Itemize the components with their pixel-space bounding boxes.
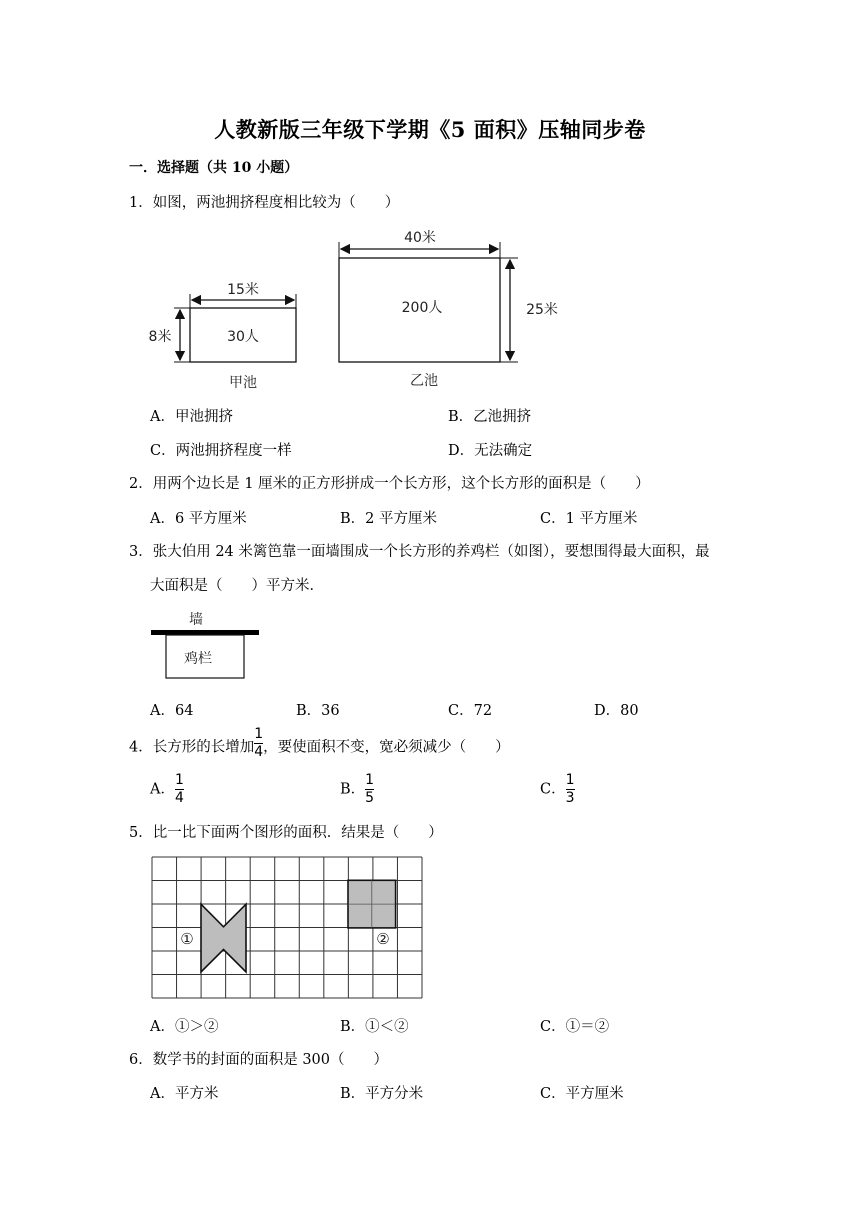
- pool-a-height-label: 8米: [148, 329, 172, 345]
- shape-1-bowtie: [201, 904, 246, 972]
- question-6-option-b[interactable]: B．平方分米: [340, 1086, 424, 1102]
- area-grid-figure: [150, 856, 424, 1000]
- question-4-stem-after: ，要使面积不变，宽必须减少（ ）: [263, 739, 510, 756]
- question-5-option-a[interactable]: A．①＞②: [150, 1019, 219, 1035]
- pool-a-width-label: 15米: [227, 282, 259, 298]
- question-2-option-a[interactable]: A．6 平方厘米: [150, 511, 247, 527]
- question-4-option-a[interactable]: A． $\frac{1}{4}$: [150, 772, 184, 806]
- question-6-option-a[interactable]: A．平方米: [150, 1086, 219, 1102]
- wall-bar: [151, 630, 259, 635]
- question-4-option-b[interactable]: B． $\frac{1}{5}$: [340, 772, 375, 806]
- question-5-stem: 5．比一比下面两个图形的面积．结果是（ ）: [129, 825, 443, 841]
- page-title: 人教新版三年级下学期《5 面积》压轴同步卷: [214, 117, 646, 142]
- question-3-stem-line-1: 3．张大伯用 24 米篱笆靠一面墙围成一个长方形的养鸡栏（如图），要想围得最大面积，最: [129, 544, 710, 560]
- question-2-stem: 2．用两个边长是 1 厘米的正方形拼成一个长方形，这个长方形的面积是（ ）: [129, 476, 650, 492]
- question-5-option-b[interactable]: B．①＜②: [340, 1019, 409, 1035]
- chicken-pen-figure: [150, 608, 265, 682]
- pool-b-name: 乙池: [410, 373, 438, 389]
- question-4-stem-before: 4．长方形的长增加: [129, 739, 255, 756]
- shape-1-label: ①: [180, 930, 194, 948]
- question-6-option-c[interactable]: C．平方厘米: [540, 1086, 624, 1102]
- question-1-option-c[interactable]: C．两池拥挤程度一样: [150, 443, 292, 459]
- pool-a-name: 甲池: [229, 375, 257, 391]
- pen-label: 鸡栏: [184, 651, 212, 667]
- wall-label: 墙: [189, 612, 203, 628]
- question-1-option-a[interactable]: A．甲池拥挤: [150, 409, 233, 425]
- pool-b-height-label: 25米: [526, 302, 558, 318]
- question-5-option-c[interactable]: C．①＝②: [540, 1019, 610, 1035]
- question-6-stem: 6．数学书的封面的面积是 300（ ）: [129, 1052, 389, 1068]
- question-1-stem: 1．如图，两池拥挤程度相比较为（ ）: [129, 195, 400, 211]
- question-4-stem: [129, 726, 510, 760]
- question-3-stem-line-2: 大面积是（ ）平方米．: [150, 578, 324, 594]
- question-1-option-d[interactable]: D．无法确定: [448, 443, 533, 459]
- shape-2-label: ②: [376, 930, 390, 948]
- pool-b-width-label: 40米: [404, 230, 436, 246]
- question-4-option-c[interactable]: C． $\frac{1}{3}$: [540, 772, 575, 806]
- option-b-fraction: $\frac{1}{5}$: [365, 772, 375, 806]
- section-heading: 一．选择题（共 10 小题）: [129, 160, 299, 176]
- option-a-fraction: $\frac{1}{4}$: [174, 772, 184, 806]
- pools-figure: [140, 222, 570, 394]
- pool-a-people: 30人: [227, 329, 259, 345]
- question-2-option-c[interactable]: C．1 平方厘米: [540, 511, 638, 527]
- question-3-option-b[interactable]: B．36: [296, 703, 340, 719]
- option-c-fraction: $\frac{1}{3}$: [565, 772, 575, 806]
- pool-b-people: 200人: [401, 300, 443, 316]
- question-3-option-a[interactable]: A．64: [150, 703, 194, 719]
- question-1-option-b[interactable]: B．乙池拥挤: [448, 409, 532, 425]
- question-2-option-b[interactable]: B．2 平方厘米: [340, 511, 437, 527]
- question-4-stem-fraction: $\frac{1}{4}$: [254, 726, 264, 760]
- question-3-option-c[interactable]: C．72: [448, 703, 493, 719]
- question-3-option-d[interactable]: D．80: [594, 703, 639, 719]
